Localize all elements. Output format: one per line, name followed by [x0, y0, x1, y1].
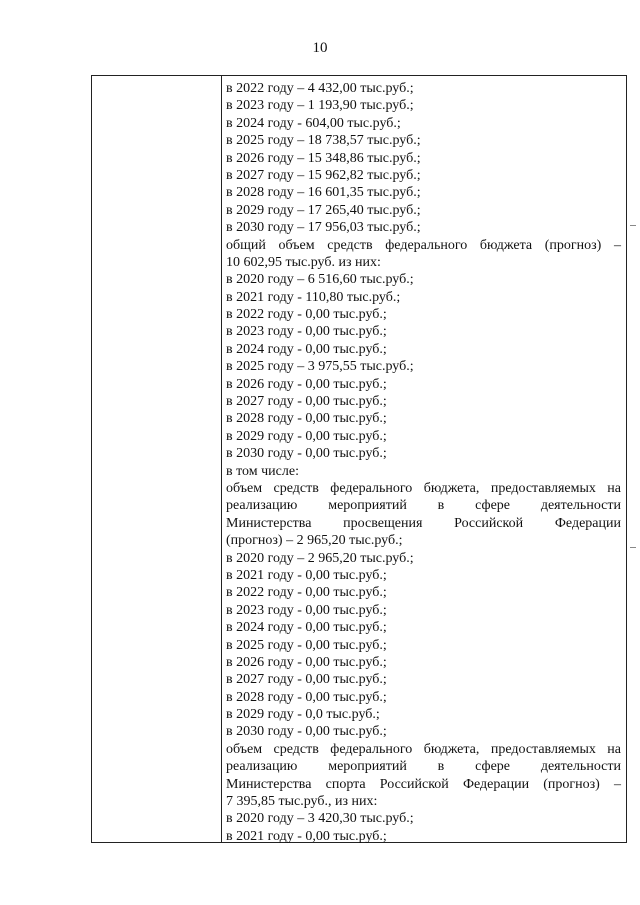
page-number: 10 — [312, 40, 328, 56]
text-line: в 2020 году – 6 516,60 тыс.руб.; — [226, 272, 414, 288]
text-line: в 2023 году - 0,00 тыс.руб.; — [226, 602, 387, 618]
funding-table — [91, 75, 627, 843]
text-line: в 2028 году - 0,00 тыс.руб.; — [226, 411, 387, 427]
text-line: в 2021 году - 0,00 тыс.руб.; — [226, 828, 387, 844]
text-line: в 2023 году - 0,00 тыс.руб.; — [226, 324, 387, 340]
text-line: общий объем средств федерального бюджета (прогноз) – — [226, 237, 621, 253]
text-line: 7 395,85 тыс.руб., из них: — [226, 794, 378, 810]
text-line: в 2026 году - 0,00 тыс.руб.; — [226, 654, 387, 670]
text-line: реализацию мероприятий в сфере деятельности — [226, 759, 621, 775]
text-line: (прогноз) – 2 965,20 тыс.руб.; — [226, 533, 403, 549]
text-line: в 2028 году – 16 601,35 тыс.руб.; — [226, 185, 421, 201]
text-line: в 2026 году - 0,00 тыс.руб.; — [226, 376, 387, 392]
text-line: в 2030 году - 0,00 тыс.руб.; — [226, 446, 387, 462]
text-line: в 2025 году – 3 975,55 тыс.руб.; — [226, 359, 414, 375]
text-line: в 2021 году - 110,80 тыс.руб.; — [226, 289, 401, 305]
text-line: в 2025 году - 0,00 тыс.руб.; — [226, 637, 387, 653]
text-line: в 2027 году – 15 962,82 тыс.руб.; — [226, 167, 421, 183]
margin-mark — [630, 225, 636, 226]
column-divider — [221, 76, 222, 842]
text-line: в 2024 году - 604,00 тыс.руб.; — [226, 115, 401, 131]
text-line: в 2030 году - 0,00 тыс.руб.; — [226, 724, 387, 740]
text-line: объем средств федерального бюджета, предоставляемых на — [226, 741, 621, 757]
text-line: в 2030 году – 17 956,03 тыс.руб.; — [226, 220, 421, 236]
text-line: в 2020 году – 2 965,20 тыс.руб.; — [226, 550, 414, 566]
text-line: в 2023 году – 1 193,90 тыс.руб.; — [226, 98, 414, 114]
text-line: в 2021 году - 0,00 тыс.руб.; — [226, 567, 387, 583]
text-line: в 2029 году - 0,0 тыс.руб.; — [226, 707, 380, 723]
text-line: в 2027 году - 0,00 тыс.руб.; — [226, 394, 387, 410]
text-line: в 2020 году – 3 420,30 тыс.руб.; — [226, 811, 414, 827]
funding-text-cell — [226, 80, 621, 845]
text-line: в 2024 году - 0,00 тыс.руб.; — [226, 620, 387, 636]
text-line: в 2028 году - 0,00 тыс.руб.; — [226, 689, 387, 705]
text-line: Министерства спорта Российской Федерации (прогноз) – — [226, 776, 621, 792]
text-line: в 2022 году - 0,00 тыс.руб.; — [226, 585, 387, 601]
text-line: в 2024 году - 0,00 тыс.руб.; — [226, 341, 387, 357]
text-line: в 2027 году - 0,00 тыс.руб.; — [226, 672, 387, 688]
text-line: в том числе: — [226, 463, 299, 479]
text-line: объем средств федерального бюджета, предоставляемых на — [226, 480, 621, 496]
text-line: в 2029 году – 17 265,40 тыс.руб.; — [226, 202, 421, 218]
text-line: в 2022 году - 0,00 тыс.руб.; — [226, 307, 387, 323]
text-line: в 2029 году - 0,00 тыс.руб.; — [226, 428, 387, 444]
text-line: в 2022 году – 4 432,00 тыс.руб.; — [226, 81, 414, 96]
text-line: реализацию мероприятий в сфере деятельности — [226, 498, 621, 514]
margin-mark — [630, 547, 636, 548]
text-line: в 2025 году – 18 738,57 тыс.руб.; — [226, 133, 421, 149]
text-line: 10 602,95 тыс.руб. из них: — [226, 254, 381, 270]
text-line: в 2026 году – 15 348,86 тыс.руб.; — [226, 150, 421, 166]
text-line: Министерства просвещения Российской Федерации — [226, 515, 621, 531]
